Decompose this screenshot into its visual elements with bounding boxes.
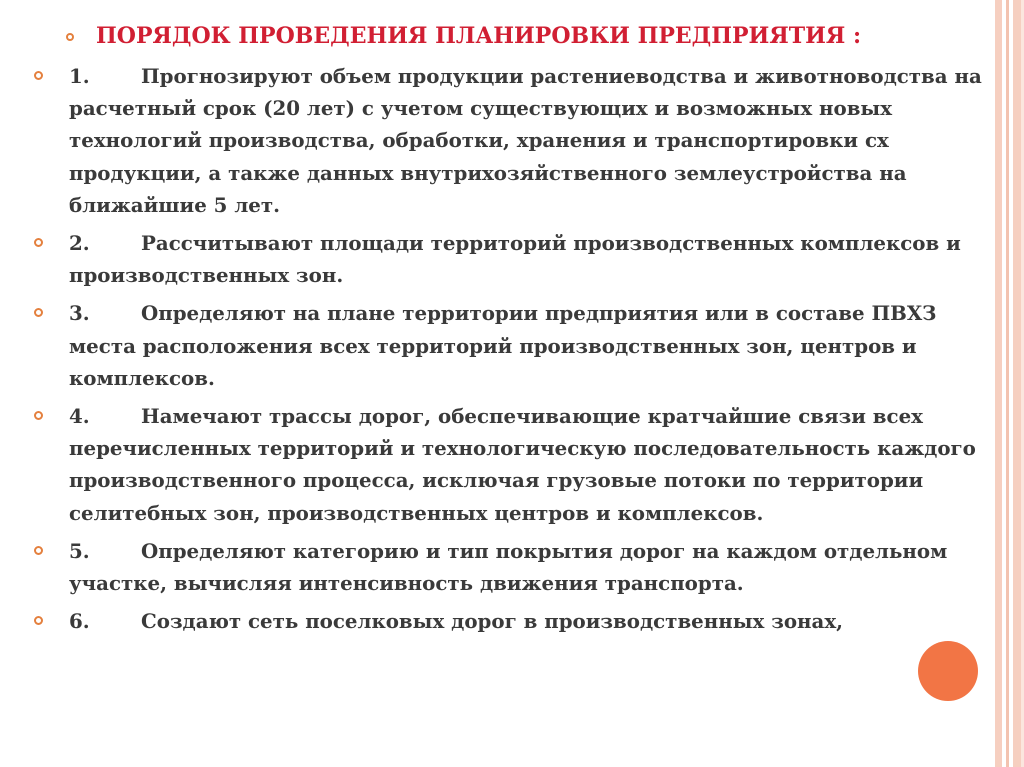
item-body: Создают сеть поселковых дорог в производственных зонах, [141,609,844,634]
bullet-icon [34,308,43,317]
item-number: 6. [69,609,90,634]
bullet-icon [34,238,43,247]
decorative-stripe [995,0,1002,767]
item-body: Определяют категорию и тип покрытия дорог на каждом отдельном участке, вычисляя интенсивность движения транспорта. [69,538,948,596]
bullet-icon [34,616,43,625]
bullet-icon [66,33,74,41]
item-number: 1. [69,64,90,88]
list-item [34,605,994,637]
item-body: Прогнозируют объем продукции растениеводства и животноводства на расчетный срок (20 лет) с учетом существующих и возможных новых технологий производства, обработки, хранения и транспортировки сх продукции, а также данных внутрихозяйственного землеустройства на ближайшие 5 лет. [69,64,982,217]
item-number: 4. [69,404,90,429]
title-row [66,18,986,54]
item-body: Намечают трассы дорог, обеспечивающие кратчайшие связи всех перечисленных территорий и технологическую последовательность каждого производственного процесса, исключая грузовые потоки по территории селитебных зон, производственных центров и комплексов. [69,404,976,525]
list-item-text [69,605,994,637]
list-item [34,60,994,221]
item-body: Рассчитывают площади территорий производственных комплексов и производственных зон. [69,231,961,288]
list-item [34,535,994,599]
slide-title: ПОРЯДОК ПРОВЕДЕНИЯ ПЛАНИРОВКИ ПРЕДПРИЯТИЯ : [96,23,862,49]
list-item-text [69,400,994,529]
decorative-stripe [1006,0,1009,767]
bullet-icon [34,71,43,80]
item-number: 3. [69,301,90,326]
item-number: 5. [69,538,90,563]
list-item [34,297,994,394]
bullet-icon [34,411,43,420]
list-item-text [69,535,994,599]
bullet-icon [34,546,43,555]
list-item [34,400,994,529]
list-item-text [69,227,994,291]
list-item [34,227,994,291]
list-item-text [69,60,994,221]
numbered-list [34,60,994,643]
decorative-stripe [1013,0,1021,767]
list-item-text [69,297,994,394]
item-body: Определяют на плане территории предприятия или в составе ПВХЗ места расположения всех территорий производственных зон, центров и комплексов. [69,301,937,390]
decorative-circle [918,641,978,701]
item-number: 2. [69,231,90,256]
